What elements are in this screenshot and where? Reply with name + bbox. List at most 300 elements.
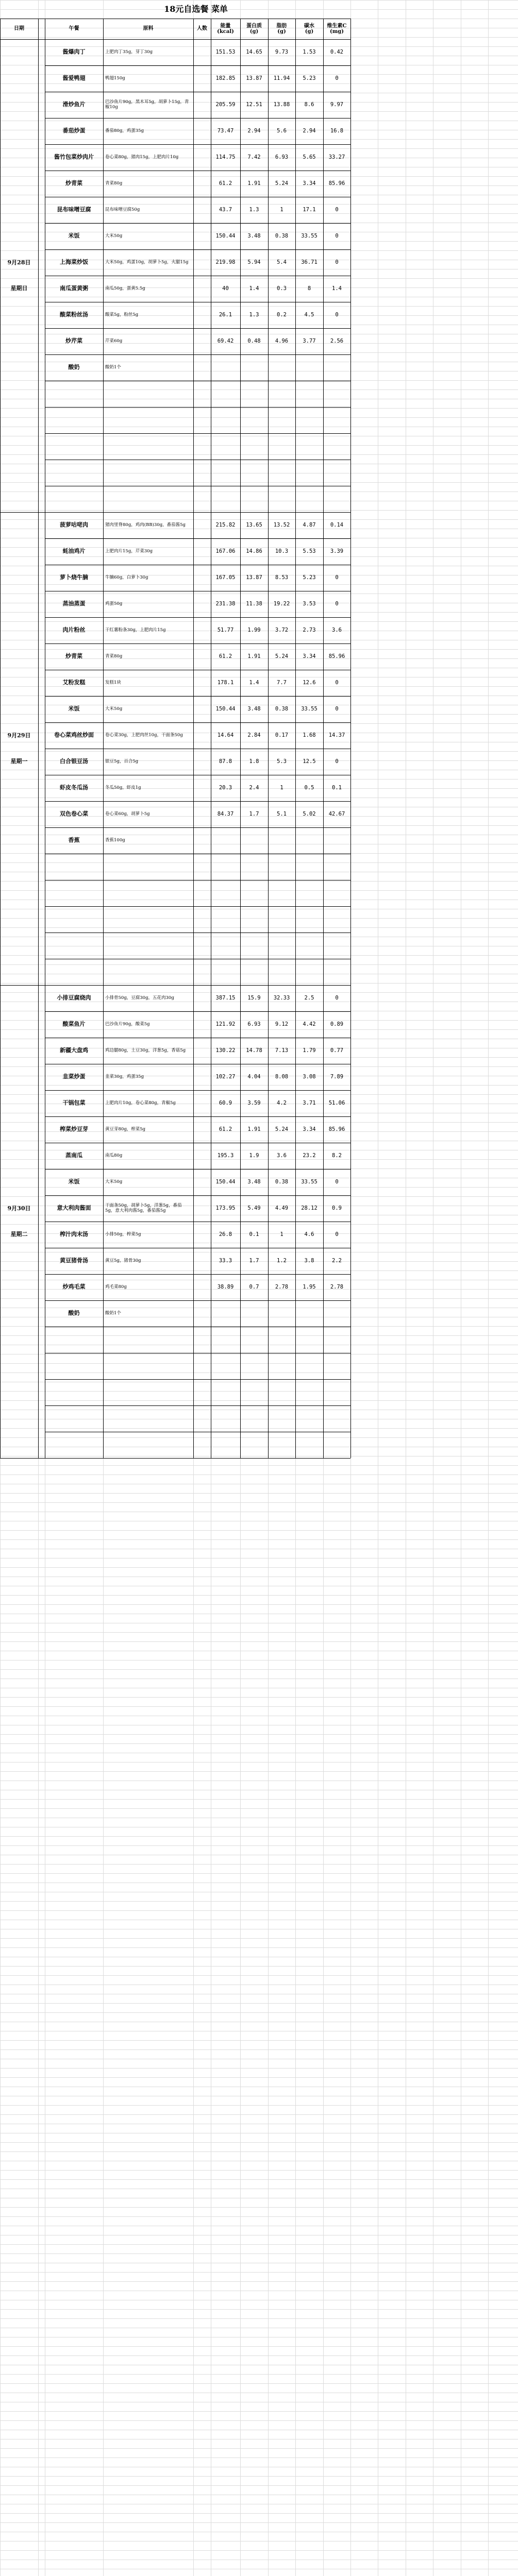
head-count [193,1353,211,1379]
protein-value: 1.91 [247,653,261,660]
energy-value: 87.8 [219,758,232,765]
head-count [193,775,211,801]
sheet-gridline-h [0,2346,518,2347]
energy-value: 60.9 [219,1100,232,1107]
carbs-value: 17.1 [303,207,316,213]
sheet-gridline-h [0,2355,518,2356]
fat-value: 0.38 [275,233,289,240]
vitc-value [323,906,350,933]
dish-name: 炒青菜 [65,180,82,187]
carbs-value: 5.02 [303,811,316,818]
dish-name [45,486,103,512]
header-count: 人数 [197,26,207,32]
column-border [193,19,194,1458]
protein-value [240,959,268,985]
vitc-value [323,1353,350,1379]
header-protein: 蛋白质 (g) [246,23,262,35]
sheet-gridline-h [0,2374,518,2375]
carbs-value [295,486,323,512]
fat-value: 4.96 [275,338,289,345]
carbs-value: 0.5 [304,785,314,791]
dish-name: 意大利肉酱面 [57,1205,91,1212]
head-count [193,906,211,933]
carbs-value: 3.34 [303,180,316,187]
protein-value: 1.3 [249,207,259,213]
head-count [193,1116,211,1143]
energy-value: 150.44 [215,233,236,240]
vitc-value: 0 [335,706,339,713]
carbs-value [295,1405,323,1432]
vitc-value [323,827,350,854]
carbs-value [295,906,323,933]
ingredient-list [103,1327,193,1353]
protein-value [240,880,268,906]
fat-value: 13.88 [273,101,290,108]
head-count [193,328,211,354]
fat-value: 5.6 [277,128,287,134]
vitc-value [323,354,350,381]
dish-name [45,460,103,486]
sheet-gridline-h [0,2142,518,2143]
fat-value: 9.73 [275,49,289,56]
dish-name: 米饭 [68,232,80,240]
fat-value: 5.3 [277,758,287,765]
carbs-value: 8 [307,285,311,292]
dish-name: 卷心菜鸡丝炒面 [54,732,94,739]
vitc-value: 0.1 [332,785,342,791]
sheet-gridline-h [0,1845,518,1846]
protein-value: 1.91 [247,1126,261,1133]
sheet-gridline-h [0,2040,518,2041]
ingredient-list: 大米50g [105,706,123,711]
fat-value: 1.2 [277,1258,287,1264]
sheet-gridline-h [0,1697,518,1698]
vitc-value: 0 [335,312,339,318]
energy-value [211,433,240,460]
dish-name [45,1405,103,1432]
energy-value: 167.06 [215,548,236,555]
header-fat: 脂肪 (g) [276,23,287,35]
head-count [193,933,211,959]
energy-value [211,827,240,854]
header-energy: 能量 (kcal) [217,23,234,35]
protein-value: 1.4 [249,680,259,686]
energy-value [211,1353,240,1379]
vitc-value [323,854,350,880]
energy-value: 215.82 [215,522,236,529]
fat-value: 5.24 [275,653,289,660]
energy-value: 151.53 [215,49,236,56]
head-count [193,538,211,565]
fat-value: 8.08 [275,1074,289,1080]
ingredient-list [103,906,193,933]
carbs-value [295,1379,323,1405]
head-count [193,565,211,591]
carbs-value [295,959,323,985]
dish-name [45,433,103,460]
ingredient-list: 大米50g [105,233,123,239]
carbs-value: 4.42 [303,1021,316,1028]
head-count [193,1379,211,1405]
carbs-value: 3.71 [303,1100,316,1107]
energy-value [211,1432,240,1458]
energy-value: 26.8 [219,1231,232,1238]
dish-name: 白合银豆汤 [60,758,88,765]
head-count [193,381,211,407]
ingredient-list: 卷心菜80g，猪肉15g，上肥肉片10g [105,154,179,160]
dish-name: 米饭 [68,1178,80,1185]
vitc-value: 85.96 [328,180,345,187]
vitc-value: 0 [335,259,339,266]
dish-name [45,1432,103,1458]
sheet-gridline-h [0,2476,518,2477]
sheet-gridline-h [0,2309,518,2310]
carbs-value: 3.8 [304,1258,314,1264]
head-count [193,354,211,381]
dish-name: 酸奶 [68,364,80,371]
fat-value: 3.72 [275,627,289,634]
vitc-value: 0 [335,995,339,1002]
fat-value: 10.3 [275,548,289,555]
ingredient-list: 酸奶1个 [105,1310,121,1316]
protein-value: 1.91 [247,180,261,187]
ingredient-list [103,959,193,985]
sheet-gridline-h [0,2105,518,2106]
protein-value: 13.87 [246,574,262,581]
dish-name: 蚝油鸡片 [62,548,86,555]
protein-value: 5.49 [247,1205,261,1212]
head-count [193,1432,211,1458]
fat-value: 7.7 [277,680,287,686]
column-border [0,19,1,1458]
head-count [193,722,211,749]
ingredient-list: 黄豆芽80g，榨菜5g [105,1126,146,1132]
vitc-value: 2.2 [332,1258,342,1264]
ingredient-list [103,854,193,880]
dish-name: 蒸油蒸蛋 [62,600,86,607]
dish-name [45,1379,103,1405]
ingredient-list: 鸡边腿80g，土豆30g，洋葱5g，香菇5g [105,1047,186,1053]
ingredient-list: 小排骨50g，豆腐30g，五花肉30g [105,995,174,1001]
head-count [193,1300,211,1327]
sheet-gridline-h [0,2077,518,2078]
fat-value: 4.49 [275,1205,289,1212]
head-count [193,144,211,171]
fat-value [268,1353,295,1379]
ingredient-list [103,460,193,486]
ingredient-list [103,880,193,906]
ingredient-list: 南瓜80g [105,1153,123,1158]
ingredient-list: 大米50g [105,1179,123,1184]
protein-value: 13.87 [246,75,262,82]
dish-name: 小排豆腐烧肉 [57,994,91,1002]
fat-value [268,933,295,959]
carbs-value: 1.79 [303,1047,316,1054]
energy-value: 178.1 [217,680,234,686]
energy-value: 114.75 [215,154,236,161]
sheet-gridline-h [0,2170,518,2171]
header-vitc: 维生素C (mg) [327,23,347,35]
fat-value [268,827,295,854]
head-count [193,827,211,854]
carbs-value [295,433,323,460]
sheet-gridline-h [0,1502,518,1503]
vitc-value: 0 [335,758,339,765]
protein-value: 15.9 [247,995,261,1002]
sheet-gridline-h [0,1771,518,1772]
vitc-value: 3.6 [332,627,342,634]
vitc-value [323,1379,350,1405]
fat-value: 0.17 [275,732,289,739]
fat-value: 5.24 [275,180,289,187]
sheet-gridline-h [0,2049,518,2050]
protein-value: 2.4 [249,785,259,791]
carbs-value [295,354,323,381]
head-count [193,1405,211,1432]
head-count [193,696,211,722]
carbs-value: 36.71 [301,259,318,266]
sheet-gridline-h [0,2522,518,2523]
protein-value [240,433,268,460]
protein-value: 14.78 [246,1047,262,1054]
carbs-value: 1.68 [303,732,316,739]
vitc-value: 0 [335,75,339,82]
day-date: 9月29日 [7,732,31,739]
fat-value: 6.93 [275,154,289,161]
energy-value [211,354,240,381]
protein-value: 11.38 [246,601,262,607]
dish-name: 艾粉发糕 [62,679,86,686]
dish-name [45,381,103,407]
protein-value: 7.42 [247,154,261,161]
head-count [193,591,211,617]
head-count [193,433,211,460]
protein-value [240,1353,268,1379]
ingredient-list: 番茄80g，鸡蛋35g [105,128,144,133]
header-date: 日期 [14,26,24,32]
carbs-value: 5.23 [303,75,316,82]
sheet-gridline-h [0,2383,518,2384]
head-count [193,302,211,328]
vitc-value: 0 [335,601,339,607]
carbs-value: 12.6 [303,680,316,686]
ingredient-list: 酸菜5g，粉丝5g [105,312,139,317]
carbs-value: 1.95 [303,1284,316,1291]
vitc-value [323,1300,350,1327]
head-count [193,670,211,696]
head-count [193,801,211,827]
vitc-value: 1.4 [332,285,342,292]
protein-value [240,407,268,433]
carbs-value [295,827,323,854]
dish-name [45,906,103,933]
energy-value [211,880,240,906]
vitc-value [323,1432,350,1458]
energy-value: 84.37 [217,811,234,818]
vitc-value: 14.37 [328,732,345,739]
carbs-value: 4.6 [304,1231,314,1238]
head-count [193,65,211,92]
dish-name: 黄豆猪骨汤 [60,1257,88,1264]
energy-value [211,959,240,985]
protein-value [240,1327,268,1353]
ingredient-list: 巴沙鱼片90g，黑木耳5g，胡萝卜15g，青椒10g [105,99,189,110]
ingredient-list: 干红薯粉条30g，上肥肉片15g [105,627,166,633]
fat-value: 2.78 [275,1284,289,1291]
head-count [193,1064,211,1090]
energy-value [211,1405,240,1432]
dish-name: 滑炒鱼片 [62,101,86,108]
energy-value: 173.95 [215,1205,236,1212]
protein-value: 0.1 [249,1231,259,1238]
ingredient-list: 青菜80g [105,180,123,186]
energy-value: 73.47 [217,128,234,134]
dish-name: 南瓜蛋黄粥 [60,285,88,292]
ingredient-list: 南瓜50g，蛋黄5.5g [105,285,145,291]
protein-value [240,354,268,381]
dish-name [45,854,103,880]
dish-name: 双色卷心菜 [60,810,88,818]
vitc-value: 2.56 [330,338,344,345]
ingredient-list: 上肥肉丁35g，芽丁30g [105,49,153,55]
dish-name: 酱爆肉丁 [62,48,86,56]
carbs-value: 2.73 [303,627,316,634]
vitc-value: 2.78 [330,1284,344,1291]
energy-value: 102.27 [215,1074,236,1080]
protein-value: 13.65 [246,522,262,529]
head-count [193,1248,211,1274]
carbs-value [295,1353,323,1379]
carbs-value [295,407,323,433]
carbs-value: 28.12 [301,1205,318,1212]
protein-value [240,933,268,959]
dish-name [45,1327,103,1353]
sheet-gridline-h [0,1743,518,1744]
energy-value: 43.7 [219,207,232,213]
protein-value: 3.59 [247,1100,261,1107]
dish-name: 菠萝咕咾肉 [60,521,88,529]
protein-value: 0.7 [249,1284,259,1291]
header-ingredients: 原料 [143,26,154,32]
ingredient-list: 干面条50g，胡萝卜5g，洋葱5g，番茄5g，意大利肉酱5g，番茄酱5g [105,1202,182,1213]
carbs-value [295,1300,323,1327]
dish-name: 榨菜炒豆芽 [60,1126,88,1133]
sheet-gridline-h [0,1873,518,1874]
ingredient-list [103,1379,193,1405]
energy-value: 20.3 [219,785,232,791]
carbs-value: 3.77 [303,338,316,345]
dish-name: 萝卜烧牛腩 [60,574,88,581]
ingredient-list: 芹菜60g [105,338,123,344]
fat-value [268,959,295,985]
energy-value: 51.77 [217,627,234,634]
ingredient-list: 韭菜30g，鸡蛋35g [105,1074,144,1079]
ingredient-list: 黄豆5g，猪骨30g [105,1258,141,1263]
sheet-gridline-h [0,1836,518,1837]
vitc-value: 0.9 [332,1205,342,1212]
carbs-value [295,381,323,407]
energy-value [211,1327,240,1353]
energy-value [211,381,240,407]
energy-value: 69.42 [217,338,234,345]
energy-value: 231.38 [215,601,236,607]
head-count [193,617,211,643]
fat-value: 0.38 [275,706,289,713]
fat-value: 1 [280,207,283,213]
fat-value [268,1405,295,1432]
protein-value [240,906,268,933]
fat-value: 11.94 [273,75,290,82]
dish-name: 炒鸡毛菜 [62,1283,86,1291]
protein-value: 1.4 [249,285,259,292]
protein-value: 0.48 [247,338,261,345]
fat-value: 5.24 [275,1126,289,1133]
dish-name: 酸菜粉丝汤 [60,311,88,318]
protein-value [240,460,268,486]
ingredient-list: 大米50g，鸡蛋10g，胡萝卜5g，火腿15g [105,259,189,265]
vitc-value: 0.77 [330,1047,344,1054]
energy-value: 387.15 [215,995,236,1002]
sheet-gridline-h [0,1901,518,1902]
fat-value: 0.2 [277,312,287,318]
carbs-value [295,880,323,906]
vitc-value [323,486,350,512]
protein-value [240,381,268,407]
column-border [38,19,39,1458]
fat-value [268,1327,295,1353]
protein-value: 4.04 [247,1074,261,1080]
energy-value: 40 [222,285,229,292]
sheet-gridline-h [0,1465,518,1466]
head-count [193,1169,211,1195]
energy-value: 219.98 [215,259,236,266]
head-count [193,1222,211,1248]
ingredient-list: 卷心菜60g，胡萝卜5g [105,811,150,817]
sheet-gridline-h [0,2003,518,2004]
sheet-gridline-h [0,2068,518,2069]
carbs-value: 5.65 [303,154,316,161]
protein-value: 14.65 [246,49,262,56]
energy-value [211,933,240,959]
head-count [193,39,211,65]
ingredient-list [103,407,193,433]
head-count [193,749,211,775]
fat-value [268,381,295,407]
energy-value: 130.22 [215,1047,236,1054]
sheet-gridline-h [0,1808,518,1809]
fat-value: 13.52 [273,522,290,529]
fat-value: 9.12 [275,1021,289,1028]
sheet-gridline-h [0,2485,518,2486]
ingredient-list: 银豆5g，百合5g [105,758,139,764]
vitc-value: 33.27 [328,154,345,161]
carbs-value: 23.2 [303,1153,316,1159]
fat-value [268,1379,295,1405]
vitc-value: 85.96 [328,1126,345,1133]
sheet-gridline-h [0,1632,518,1633]
day-border [0,1458,350,1459]
protein-value: 1.99 [247,627,261,634]
ingredient-list: 冬瓜50g，虾皮1g [105,785,141,790]
dish-name: 炒青菜 [65,653,82,660]
column-border [350,19,351,1458]
vitc-value: 0 [335,1179,339,1185]
protein-value: 1.3 [249,312,259,318]
ingredient-list: 青菜80g [105,653,123,659]
carbs-value [295,933,323,959]
energy-value: 61.2 [219,653,232,660]
head-count [193,643,211,670]
